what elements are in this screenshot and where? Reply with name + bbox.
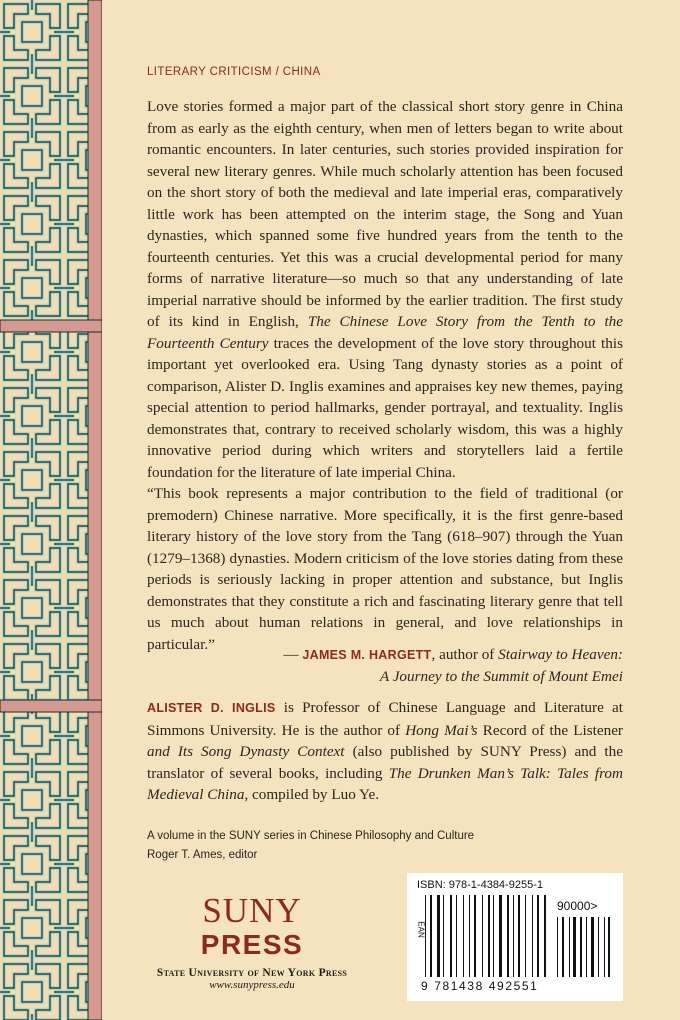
series-line-1: A volume in the SUNY series in Chinese Philosophy and Culture: [147, 830, 475, 842]
barcode-bar: [469, 895, 470, 977]
attribution-author-of: , author of: [431, 646, 499, 663]
blurb-text-1: Love stories formed a major part of the classical short story genre in China from as early as the eighth century, when men of letters began to write about romantic encounters. In later centuries, such stories provided inspiration for several new literary genres. While much scholarly attention has been focused on the short story of both the medieval and late imperial eras, comparatively little work has been attempted on the interim stage, the Song and Yuan dynasties, which spanned some five hundred years from the tenth to the fourteenth centuries. Yet this was a crucial developmental period for many forms of narrative literature—so much so that any understanding of late imperial narrative should be informed by the earlier tradition. The first study of its kind in English,: [147, 98, 623, 330]
ean-label: EAN: [416, 921, 426, 938]
barcode-block: [407, 873, 623, 1001]
bio-italic-3: The Drunken Man’s Talk: Tales from Medieval China: [147, 764, 623, 803]
price-code: 90000>: [557, 899, 598, 913]
barcode-bar: [430, 895, 432, 977]
barcode-bar: [513, 895, 514, 977]
barcode-digits: 9 781438 492551: [421, 979, 539, 993]
barcode-bar: [573, 917, 576, 977]
barcode-bar: [598, 917, 599, 977]
barcode-bar: [580, 917, 582, 977]
barcode-bar: [443, 895, 444, 977]
barcode-bar: [482, 895, 483, 977]
endorser-name: JAMES M. HARGETT: [302, 648, 432, 662]
bio-italic-1: Hong Mai’s: [405, 721, 478, 739]
endorser-book-line-2: A Journey to the Summit of Mount Emei: [379, 668, 623, 685]
barcode-bar: [488, 895, 490, 977]
bio-text-4: , compiled by Luo Ye.: [244, 786, 380, 803]
publisher-logo: [147, 893, 357, 991]
barcode-bar: [499, 895, 502, 977]
barcode-bar: [474, 895, 476, 977]
publisher-name: State University of New York Press: [156, 967, 348, 979]
endorsement-quote: “This book represents a major contribution to the field of traditional (or premodern) Chinese narrative. More specifically, it is the first genre-based literary history of the love story from the Tang (618–907) through the Yuan (1279–1368) dynasties. Modern criticism of the love stories dating from these periods is seriously lacking in proper attention and substance, but Inglis demonstrates that they constitute a rich and fascinating literary genre that tell us much about human relations in general, and love relationships in particular.”: [147, 485, 623, 653]
logo-press: PRESS: [200, 929, 304, 960]
barcode-bar: [608, 917, 610, 977]
endorsement-attribution: [147, 644, 623, 688]
barcode-bar: [569, 917, 570, 977]
author-name: ALISTER D. INGLIS: [147, 701, 276, 715]
barcode-bar: [591, 917, 594, 977]
barcode-bar: [507, 895, 509, 977]
barcode-bar: [562, 917, 564, 977]
bio-text-1: is Professor of Chinese Language and Literature at Simmons University. He is the author of: [147, 699, 623, 739]
attribution-dash: —: [283, 646, 303, 663]
barcode-bar: [557, 917, 558, 977]
book-title: The Chinese Love Story from the Tenth to the Fourteenth Century: [147, 313, 623, 352]
series-editor: Roger T. Ames, editor: [147, 849, 258, 861]
barcode-bar: [537, 895, 539, 977]
barcode-bar: [450, 895, 452, 977]
logo-suny: SUNY: [202, 891, 302, 930]
price-code-value: 90000: [557, 899, 591, 913]
barcode-bar: [604, 917, 605, 977]
series-info: [147, 827, 474, 865]
barcode-bar: [525, 895, 526, 977]
endorser-book-line-1: Stairway to Heaven:: [498, 646, 623, 663]
book-description: [147, 96, 623, 483]
bio-text-2: Record of the Listener: [477, 721, 623, 739]
category-label: LITERARY CRITICISM / CHINA: [147, 66, 321, 78]
publisher-url: www.sunypress.edu: [209, 979, 295, 991]
blurb-text-2: traces the development of the love story throughout this important yet overlooked era. Using Tang dynasty stories as a point of comparison, Alister D. Inglis examines and appraises key new themes, paying special attention to period hallmarks, gender portrayal, and textuality. Inglis demonstrates that, contrary to received scholarly wisdom, this was a highly innovative period during which writers and storytellers laid a fertile foundation for the literature of late imperial China.: [147, 334, 623, 481]
barcode-bar: [586, 917, 587, 977]
barcode-bar: [544, 895, 546, 977]
barcode-bar: [456, 895, 457, 977]
lattice-pattern-border: [0, 0, 102, 1020]
barcode-bar: [532, 895, 533, 977]
barcode-bar: [493, 895, 494, 977]
author-bio: [147, 697, 623, 806]
barcode-bar: [463, 895, 464, 977]
bio-italic-2: and Its Song Dynasty Context: [147, 743, 345, 760]
barcode-bar: [518, 895, 520, 977]
bio-text-3: (also published by SUNY Press) and the translator of several books, including: [147, 743, 623, 782]
isbn-label: ISBN: 978-1-4384-9255-1: [417, 879, 543, 891]
barcode-bar: [437, 895, 440, 977]
